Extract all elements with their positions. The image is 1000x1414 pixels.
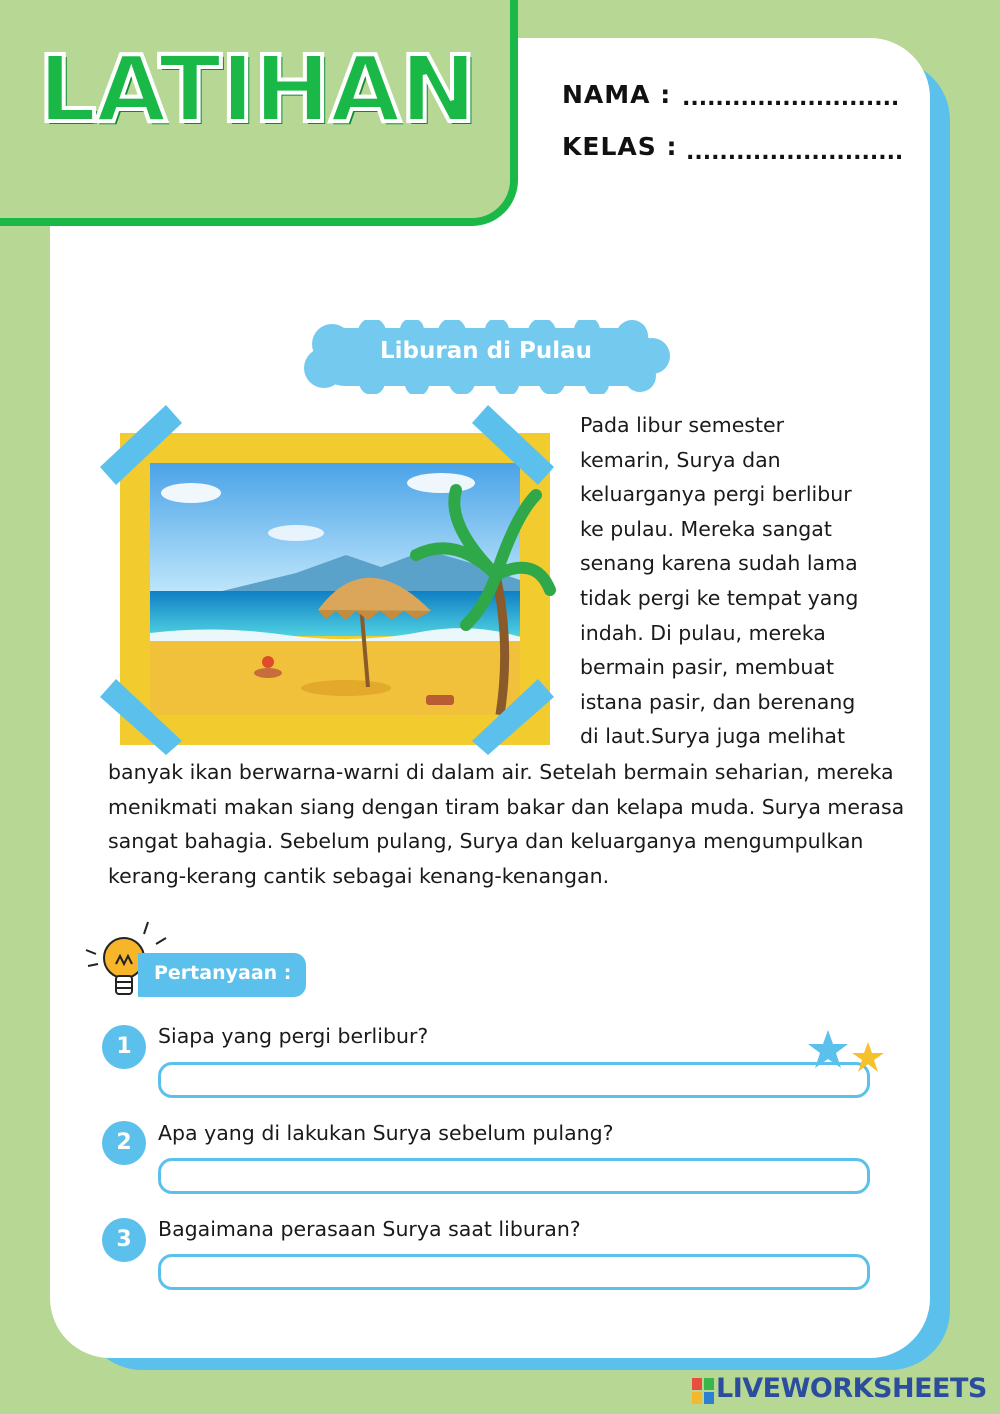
story-side-line: Pada libur semester — [580, 413, 785, 437]
class-field[interactable]: .......................... — [686, 140, 904, 165]
question-2-text: Apa yang di lakukan Surya sebelum pulang? — [158, 1121, 614, 1145]
answer-2-input[interactable] — [158, 1158, 870, 1194]
story-full-line: kerang-kerang cantik sebagai kenang-kenangan. — [108, 863, 610, 888]
story-side-line: keluarganya pergi berlibur — [580, 482, 852, 507]
name-label: NAMA : — [562, 80, 672, 109]
question-1-text: Siapa yang pergi berlibur? — [158, 1024, 429, 1048]
answer-3-input[interactable] — [158, 1254, 870, 1290]
story-side-line: senang karena sudah lama — [580, 551, 858, 576]
story-full-line: sangat bahagia. Sebelum pulang, Surya dan keluarganya mengumpulkan — [108, 829, 864, 854]
story-side-line: di laut.Surya juga melihat — [580, 724, 846, 749]
story-side-line: ke pulau. Mereka sangat — [580, 516, 832, 541]
brand-name: LIVEWORKSHEETS — [716, 1373, 987, 1404]
answer-1-input[interactable] — [158, 1062, 870, 1098]
question-3-number: 3 — [102, 1218, 146, 1262]
name-field[interactable]: .......................... — [682, 86, 900, 111]
story-full-line: menikmati makan siang dengan tiram bakar dan kelapa muda. Surya merasa — [108, 794, 905, 819]
beach-illustration — [96, 405, 566, 755]
story-side-line: bermain pasir, membuat — [580, 655, 834, 680]
story-full-line: banyak ikan berwarna-warni di dalam air. Setelah bermain seharian, mereka — [108, 760, 894, 784]
question-2-number: 2 — [102, 1121, 146, 1165]
question-1-number: 1 — [102, 1025, 146, 1069]
worksheet-title: LATIHAN — [38, 36, 476, 143]
story-side-line: indah. Di pulau, mereka — [580, 620, 826, 645]
liveworksheets-logo-icon — [692, 1378, 714, 1404]
story-side-line: kemarin, Surya dan — [580, 447, 781, 472]
stars-icon — [806, 1026, 892, 1084]
question-3-text: Bagaimana perasaan Surya saat liburan? — [158, 1217, 581, 1241]
story-side-line: tidak pergi ke tempat yang — [580, 586, 859, 610]
questions-heading: Pertanyaan : — [154, 962, 292, 984]
story-title: Liburan di Pulau — [380, 338, 592, 364]
class-label: KELAS : — [562, 132, 678, 161]
story-side-line: istana pasir, dan berenang — [580, 689, 856, 714]
